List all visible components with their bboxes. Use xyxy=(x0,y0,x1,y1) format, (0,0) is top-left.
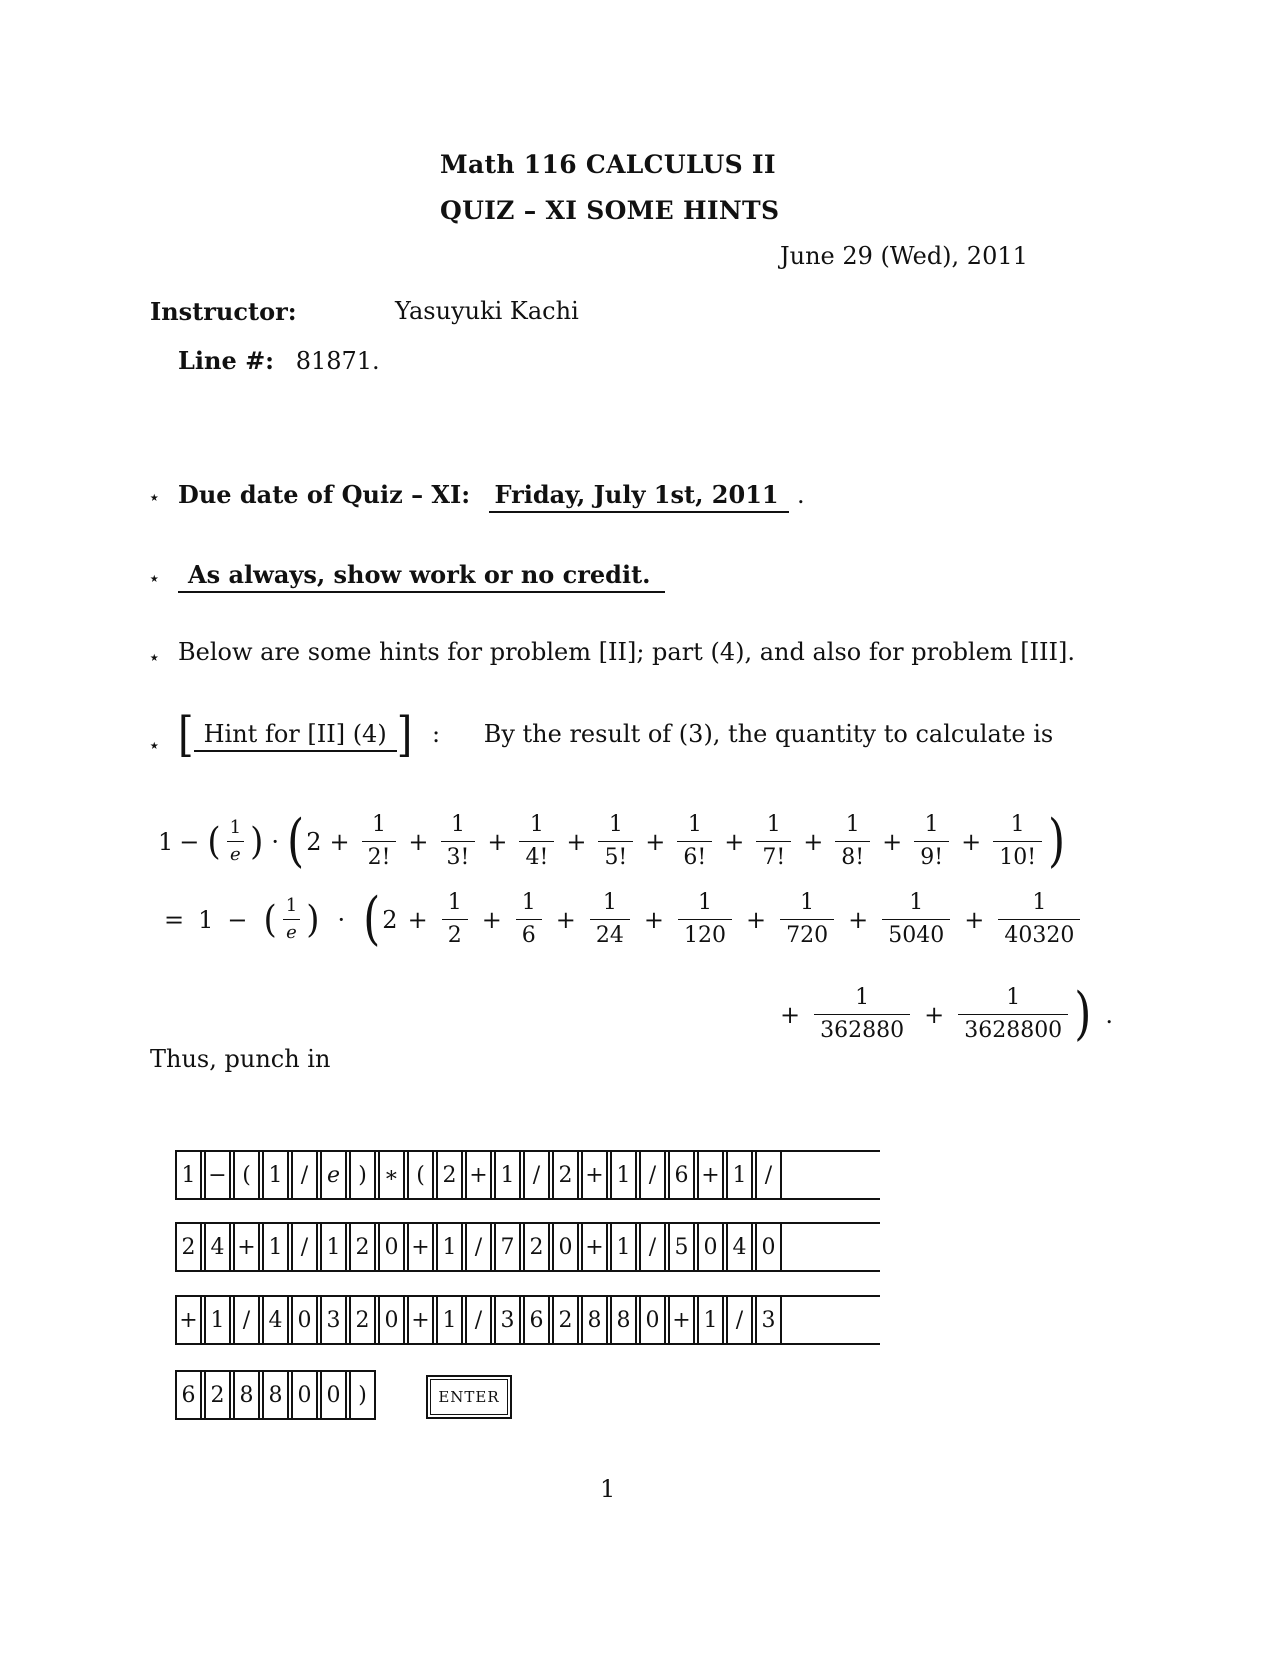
math-num: 1 xyxy=(698,890,713,915)
math-den: 2! xyxy=(367,845,391,870)
star-icon: ⋆ xyxy=(148,645,161,669)
math-plus: + xyxy=(481,905,502,934)
calculator-key[interactable]: ) xyxy=(349,1372,376,1418)
enter-key[interactable]: ENTER xyxy=(426,1375,512,1419)
due-value: Friday, July 1st, 2011 xyxy=(489,480,789,513)
calculator-key[interactable]: 2 xyxy=(523,1224,550,1270)
math-den: 8! xyxy=(841,845,865,870)
calculator-key[interactable]: 2 xyxy=(175,1224,202,1270)
math-den: 3! xyxy=(446,845,470,870)
calculator-key[interactable]: 1 xyxy=(610,1224,637,1270)
calculator-key[interactable]: 8 xyxy=(233,1372,260,1418)
math-num: 1 xyxy=(529,812,544,837)
calculator-key[interactable]: 1 xyxy=(175,1152,202,1198)
math-num: 1 xyxy=(909,890,924,915)
calculator-key[interactable]: / xyxy=(755,1152,782,1198)
calculator-key[interactable]: / xyxy=(523,1152,550,1198)
math-frac xyxy=(516,890,542,949)
math-plus: + xyxy=(566,827,587,856)
calculator-key[interactable]: 3 xyxy=(755,1297,782,1343)
math-den: 6 xyxy=(521,923,536,948)
calculator-key[interactable]: 0 xyxy=(291,1372,318,1418)
math-paren: ( xyxy=(263,897,277,942)
math-den: 9! xyxy=(920,845,944,870)
math-num: 1 xyxy=(800,890,815,915)
due-label: Due date of Quiz – XI: xyxy=(178,480,471,509)
calculator-key[interactable]: 1 xyxy=(262,1224,289,1270)
calculator-key[interactable]: 3 xyxy=(494,1297,521,1343)
math-plus: + xyxy=(487,827,508,856)
math-paren: ) xyxy=(250,819,264,864)
math-frac xyxy=(998,890,1080,949)
calculator-key[interactable]: ) xyxy=(349,1152,376,1198)
math-period: . xyxy=(1105,1000,1113,1029)
math-plus: + xyxy=(645,827,666,856)
calculator-key[interactable]: / xyxy=(233,1297,260,1343)
math-frac xyxy=(914,812,949,871)
calculator-key[interactable]: / xyxy=(465,1297,492,1343)
calculator-key[interactable]: / xyxy=(726,1297,753,1343)
calculator-key[interactable]: 5 xyxy=(668,1224,695,1270)
math-frac xyxy=(442,890,468,949)
calculator-key[interactable]: 4 xyxy=(262,1297,289,1343)
math-one: 1 xyxy=(198,905,214,934)
calculator-key[interactable]: 1 xyxy=(204,1297,231,1343)
key-row-1 xyxy=(175,1150,880,1200)
calculator-key[interactable]: + xyxy=(697,1152,724,1198)
math-frac xyxy=(227,818,244,865)
calculator-key[interactable]: + xyxy=(175,1297,202,1343)
calculator-key[interactable]: 1 xyxy=(494,1152,521,1198)
math-frac xyxy=(677,812,712,871)
star-icon: ⋆ xyxy=(148,485,161,509)
math-paren: ( xyxy=(287,807,305,874)
math-frac xyxy=(519,812,554,871)
math-num: 1 xyxy=(285,895,298,916)
math-frac xyxy=(678,890,732,949)
math-num: 1 xyxy=(372,812,386,837)
calculator-key[interactable]: 2 xyxy=(436,1152,463,1198)
math-frac xyxy=(283,896,300,943)
instructor-label: Instructor: xyxy=(150,297,297,326)
calculator-key[interactable]: 1 xyxy=(320,1224,347,1270)
calculator-key[interactable]: 6 xyxy=(668,1152,695,1198)
math-frac xyxy=(993,812,1042,871)
math-paren: ( xyxy=(207,819,221,864)
math-minus: − xyxy=(227,905,248,934)
calculator-key[interactable]: 1 xyxy=(436,1297,463,1343)
calculator-key[interactable]: 8 xyxy=(262,1372,289,1418)
math-plus: + xyxy=(961,827,982,856)
math-den: 7! xyxy=(762,845,786,870)
math-den: 40320 xyxy=(1004,923,1075,948)
math-num: 1 xyxy=(1010,812,1025,837)
math-plus: + xyxy=(407,905,428,934)
math-num: 1 xyxy=(602,890,617,915)
math-plus: + xyxy=(848,905,869,934)
math-plus: + xyxy=(329,827,350,856)
calculator-key[interactable]: + xyxy=(407,1297,434,1343)
math-paren: ) xyxy=(1048,807,1066,874)
math-plus: + xyxy=(746,905,767,934)
calculator-key[interactable]: + xyxy=(668,1297,695,1343)
math-num: 1 xyxy=(1032,890,1047,915)
due-date-line xyxy=(178,480,805,513)
right-bracket: ] xyxy=(396,707,413,763)
math-den: e xyxy=(286,922,297,943)
calculator-key[interactable]: / xyxy=(291,1152,318,1198)
calculator-key[interactable]: 1 xyxy=(436,1224,463,1270)
math-num: 1 xyxy=(855,985,870,1010)
math-frac xyxy=(835,812,870,871)
math-den: 10! xyxy=(999,845,1037,870)
math-frac xyxy=(958,985,1068,1044)
star-icon: ⋆ xyxy=(148,733,161,757)
hint-heading xyxy=(178,707,1054,763)
calculator-key[interactable]: 1 xyxy=(610,1152,637,1198)
quiz-title: QUIZ – XI SOME HINTS xyxy=(440,196,780,225)
math-plus: + xyxy=(924,1000,945,1029)
math-num: 1 xyxy=(450,812,465,837)
math-num: 1 xyxy=(924,812,939,837)
math-den: 362880 xyxy=(820,1018,905,1043)
calculator-key[interactable]: 2 xyxy=(204,1372,231,1418)
math-minus: − xyxy=(179,827,200,856)
calculator-key[interactable]: / xyxy=(639,1224,666,1270)
key-row-3 xyxy=(175,1295,880,1345)
line-value: 81871. xyxy=(295,347,380,375)
math-plus: + xyxy=(724,827,745,856)
math-num: 1 xyxy=(608,812,623,837)
calculator-key[interactable]: 0 xyxy=(291,1297,318,1343)
math-num: 1 xyxy=(1006,985,1021,1010)
calculator-key[interactable]: e xyxy=(320,1152,347,1198)
calculator-key[interactable]: 3 xyxy=(320,1297,347,1343)
calculator-key[interactable]: 0 xyxy=(320,1372,347,1418)
math-den: 2 xyxy=(447,923,462,948)
calculator-key[interactable]: 0 xyxy=(639,1297,666,1343)
line-number xyxy=(178,346,380,375)
math-num: 1 xyxy=(845,812,860,837)
math-terms xyxy=(321,812,1046,871)
calculator-key[interactable]: 2 xyxy=(349,1224,376,1270)
line-label: Line #: xyxy=(178,346,275,375)
calculator-key[interactable]: + xyxy=(233,1224,260,1270)
math-plus: + xyxy=(882,827,903,856)
calculator-key[interactable]: ( xyxy=(233,1152,260,1198)
key-row-2 xyxy=(175,1222,880,1272)
calculator-key[interactable]: + xyxy=(581,1152,608,1198)
math-num: 1 xyxy=(447,890,462,915)
math-cdot: · xyxy=(337,905,346,934)
star-icon: ⋆ xyxy=(148,566,161,590)
math-frac xyxy=(441,812,476,871)
math-paren: ( xyxy=(363,885,381,952)
calculator-key[interactable]: 4 xyxy=(726,1224,753,1270)
page-number: 1 xyxy=(600,1475,616,1503)
math-frac xyxy=(598,812,633,871)
hint-label: Hint for [II] (4) xyxy=(194,720,397,752)
math-num: 1 xyxy=(766,812,781,837)
calculator-key[interactable]: 6 xyxy=(523,1297,550,1343)
math-plus: + xyxy=(780,1000,801,1029)
math-num: 1 xyxy=(521,890,536,915)
math-line-3 xyxy=(770,980,1113,1047)
calculator-key[interactable]: 7 xyxy=(494,1224,521,1270)
calculator-key[interactable]: / xyxy=(639,1152,666,1198)
math-terms xyxy=(398,890,1085,949)
calculator-key[interactable]: 8 xyxy=(610,1297,637,1343)
show-work-line xyxy=(178,560,665,593)
math-den: e xyxy=(230,844,241,865)
math-line-1 xyxy=(158,807,1067,874)
instructor-name: Yasuyuki Kachi xyxy=(395,297,579,325)
hint-colon: : xyxy=(431,719,441,748)
calculator-key[interactable]: 6 xyxy=(175,1372,202,1418)
calculator-key[interactable]: / xyxy=(465,1224,492,1270)
calculator-key[interactable]: 0 xyxy=(552,1224,579,1270)
calculator-key[interactable]: ∗ xyxy=(378,1152,405,1198)
math-num: 1 xyxy=(229,817,242,838)
math-two: 2 xyxy=(382,905,398,934)
calculator-key[interactable]: 2 xyxy=(552,1152,579,1198)
course-title: Math 116 CALCULUS II xyxy=(440,150,776,179)
math-den: 120 xyxy=(684,923,727,948)
math-two: 2 xyxy=(306,827,322,856)
math-den: 5040 xyxy=(888,923,945,948)
key-row-4 xyxy=(175,1370,376,1420)
math-frac xyxy=(362,812,397,871)
math-paren: ) xyxy=(1074,980,1092,1047)
thus-text: Thus, punch in xyxy=(150,1045,331,1073)
calculator-key[interactable]: 8 xyxy=(581,1297,608,1343)
calculator-key[interactable]: 0 xyxy=(697,1224,724,1270)
math-plus: + xyxy=(408,827,429,856)
hints-intro: Below are some hints for problem [II]; part (4), and also for problem [III]. xyxy=(178,638,1075,666)
math-den: 5! xyxy=(604,845,628,870)
math-plus: + xyxy=(555,905,576,934)
calculator-key[interactable]: 0 xyxy=(755,1224,782,1270)
math-line-2 xyxy=(158,885,1084,952)
calculator-key[interactable]: 0 xyxy=(378,1297,405,1343)
calculator-key[interactable]: 1 xyxy=(262,1152,289,1198)
calculator-key[interactable]: / xyxy=(291,1224,318,1270)
calculator-key[interactable]: + xyxy=(581,1224,608,1270)
math-one: 1 xyxy=(158,827,174,856)
math-frac xyxy=(814,985,910,1044)
math-den: 720 xyxy=(786,923,829,948)
math-den: 6! xyxy=(683,845,707,870)
calculator-key[interactable]: + xyxy=(465,1152,492,1198)
calculator-key[interactable]: − xyxy=(204,1152,231,1198)
math-den: 4! xyxy=(525,845,549,870)
show-work-text: As always, show work or no credit. xyxy=(178,560,665,593)
math-plus: + xyxy=(964,905,985,934)
math-frac xyxy=(780,890,834,949)
math-paren: ) xyxy=(306,897,320,942)
hint-text: By the result of (3), the quantity to calculate is xyxy=(483,719,1054,748)
calculator-key[interactable]: ( xyxy=(407,1152,434,1198)
math-plus: + xyxy=(643,905,665,934)
due-period: . xyxy=(796,481,805,509)
calculator-key[interactable]: 1 xyxy=(726,1152,753,1198)
math-terms xyxy=(770,985,1072,1044)
left-bracket: [ xyxy=(178,707,194,763)
math-cdot: · xyxy=(271,827,280,856)
math-plus: + xyxy=(803,827,824,856)
math-den: 3628800 xyxy=(964,1018,1063,1043)
math-frac xyxy=(590,890,630,949)
calculator-key[interactable]: 0 xyxy=(378,1224,405,1270)
calculator-key[interactable]: + xyxy=(407,1224,434,1270)
math-frac xyxy=(756,812,791,871)
math-den: 24 xyxy=(595,923,624,948)
math-num: 1 xyxy=(687,812,702,837)
calculator-key[interactable]: 1 xyxy=(697,1297,724,1343)
math-equals: = xyxy=(164,905,185,934)
calculator-key[interactable]: 4 xyxy=(204,1224,231,1270)
calculator-key[interactable]: 2 xyxy=(552,1297,579,1343)
calculator-key[interactable]: 2 xyxy=(349,1297,376,1343)
math-frac xyxy=(882,890,950,949)
date: June 29 (Wed), 2011 xyxy=(780,242,1028,270)
